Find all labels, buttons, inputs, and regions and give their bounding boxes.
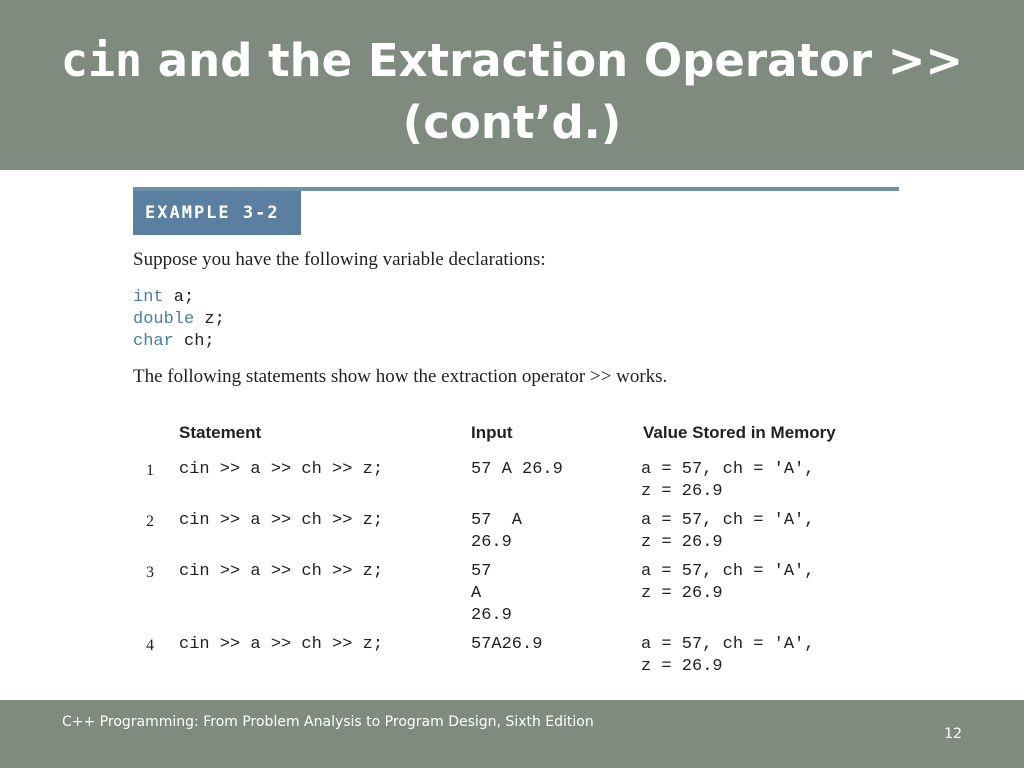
row-statement: cin >> a >> ch >> z; <box>179 562 384 581</box>
keyword-char: char <box>133 332 174 351</box>
column-header-statement: Statement <box>179 423 262 442</box>
row-value-line: a = 57, ch = 'A', <box>641 562 815 581</box>
declaration-int <box>133 288 194 307</box>
title-line2: (cont’d.) <box>402 96 622 149</box>
column-header-value: Value Stored in Memory <box>643 423 836 442</box>
page-number: 12 <box>944 726 962 742</box>
row-value-line: z = 26.9 <box>641 584 723 603</box>
row-statement: cin >> a >> ch >> z; <box>179 635 384 654</box>
declaration-name: a; <box>163 288 195 307</box>
slide-title <box>0 30 1024 154</box>
row-value-line: z = 26.9 <box>641 657 723 676</box>
title-code: cin <box>60 34 143 87</box>
column-header-input: Input <box>471 423 513 442</box>
row-input-line: 57 A <box>471 511 523 530</box>
row-number: 3 <box>146 564 154 581</box>
footer-text: C++ Programming: From Problem Analysis to Program Design, Sixth Edition <box>62 714 594 730</box>
keyword-int: int <box>133 288 164 307</box>
example-explanation: The following statements show how the extraction operator >> works. <box>133 366 668 387</box>
declaration-name: z; <box>194 310 225 329</box>
row-input-line: 57 A 26.9 <box>471 460 563 479</box>
row-statement: cin >> a >> ch >> z; <box>179 460 384 479</box>
declaration-char <box>133 332 215 351</box>
row-statement: cin >> a >> ch >> z; <box>179 511 384 530</box>
row-value-line: z = 26.9 <box>641 533 723 552</box>
row-value-line: a = 57, ch = 'A', <box>641 511 815 530</box>
example-label: EXAMPLE 3-2 <box>145 203 280 223</box>
row-input-line: 57 <box>471 562 492 581</box>
row-value-line: a = 57, ch = 'A', <box>641 460 815 479</box>
row-input-line: 57A26.9 <box>471 635 543 654</box>
row-input-line: 26.9 <box>471 533 512 552</box>
row-number: 1 <box>146 462 154 479</box>
title-text: and the Extraction Operator >> <box>142 34 964 87</box>
slide-header <box>0 0 1024 170</box>
row-input-line: 26.9 <box>471 606 512 625</box>
row-value-line: z = 26.9 <box>641 482 723 501</box>
example-intro: Suppose you have the following variable declarations: <box>133 249 546 270</box>
row-number: 2 <box>146 513 154 530</box>
declaration-name: ch; <box>173 332 215 351</box>
slide-footer <box>0 700 1024 768</box>
row-value-line: a = 57, ch = 'A', <box>641 635 815 654</box>
declaration-double <box>133 310 225 329</box>
row-input-line: A <box>471 584 482 603</box>
keyword-double: double <box>133 310 195 329</box>
row-number: 4 <box>146 637 154 654</box>
